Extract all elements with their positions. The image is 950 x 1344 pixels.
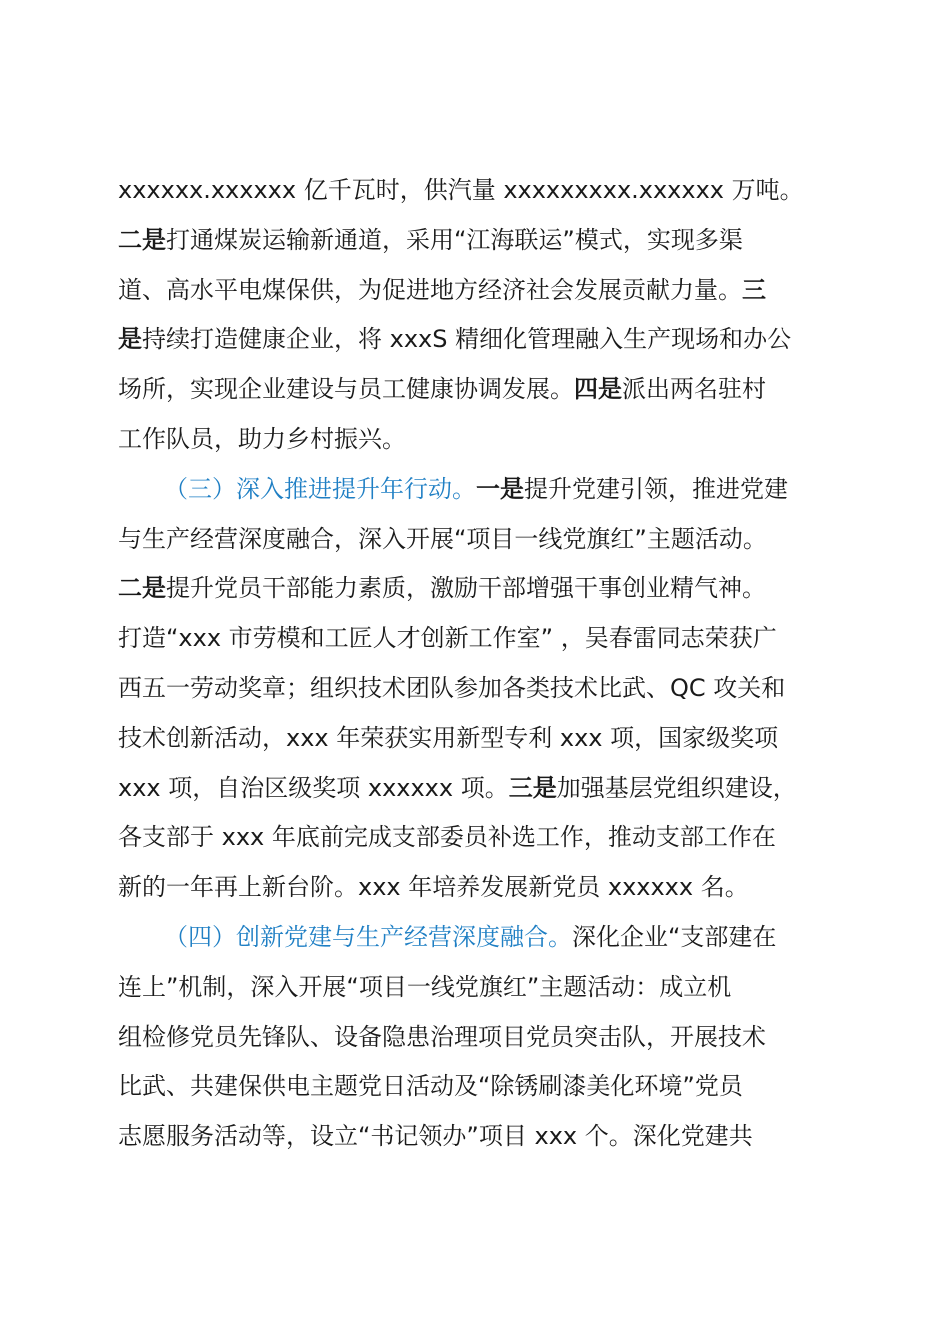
text: 持续打造健康企业，将 xxxS 精细化管理融入生产现场和办公 (142, 325, 792, 354)
text-line (118, 614, 832, 664)
text-line (118, 515, 832, 565)
text-line (118, 1013, 832, 1063)
text-line (118, 664, 832, 714)
text: 提升党员干部能力素质，激励干部增强干事创业精气神。 (166, 574, 766, 603)
bold-marker: 一是 (476, 474, 524, 503)
text: 西五一劳动奖章；组织技术团队参加各类技术比武、QC 攻关和 (118, 673, 786, 702)
text: 加强基层党组织建设， (556, 773, 797, 802)
text-line (118, 1112, 832, 1162)
text-line (118, 266, 832, 316)
document-body (118, 166, 832, 1162)
text-line (118, 315, 832, 365)
section-heading: （四）创新党建与生产经营深度融合。 (164, 922, 572, 951)
text: 连上”机制，深入开展“项目一线党旗红”主题活动：成立机 (118, 972, 732, 1001)
text: xxx 项，自治区级奖项 xxxxxx 项。 (118, 773, 509, 802)
text-line (118, 166, 832, 216)
text: 深化企业“支部建在 (572, 922, 777, 951)
text: 打造“xxx 市劳模和工匠人才创新工作室” ，吴春雷同志荣获广 (118, 624, 777, 653)
text: 新的一年再上新台阶。xxx 年培养发展新党员 xxxxxx 名。 (118, 873, 749, 902)
text: 比武、共建保供电主题党日活动及“除锈刷漆美化环境”党员 (118, 1072, 743, 1101)
text-line (118, 813, 832, 863)
text: 场所，实现企业建设与员工健康协调发展。 (118, 375, 574, 404)
text-line (118, 963, 832, 1013)
text-line (118, 465, 832, 515)
text: 提升党建引领，推进党建 (524, 474, 788, 503)
text-line (118, 863, 832, 913)
text: 工作队员，助力乡村振兴。 (118, 424, 406, 453)
bold-marker: 二是 (118, 225, 166, 254)
text-line (118, 714, 832, 764)
text-line (118, 1062, 832, 1112)
text: 志愿服务活动等，设立“书记领办”项目 xxx 个。深化党建共 (118, 1122, 753, 1151)
text: 各支部于 xxx 年底前完成支部委员补选工作，推动支部工作在 (118, 823, 776, 852)
bold-marker: 二是 (118, 574, 166, 603)
text: 组检修党员先锋队、设备隐患治理项目党员突击队，开展技术 (118, 1022, 766, 1051)
text-line (118, 913, 832, 963)
text-line (118, 415, 832, 465)
bold-marker: 四是 (574, 375, 622, 404)
text-line (118, 564, 832, 614)
text: 与生产经营深度融合，深入开展“项目一线党旗红”主题活动。 (118, 524, 767, 553)
text: 派出两名驻村 (622, 375, 766, 404)
text: xxxxxx.xxxxxx 亿千瓦时，供汽量 xxxxxxxxx.xxxxxx 万吨。 (118, 176, 804, 204)
bold-marker: 是 (118, 325, 142, 354)
text: 技术创新活动，xxx 年荣获实用新型专利 xxx 项，国家级奖项 (118, 723, 779, 752)
bold-marker: 三是 (508, 773, 557, 802)
bold-marker: 三 (742, 275, 766, 304)
text: 打通煤炭运输新通道，采用“江海联运”模式，实现多渠 (166, 225, 743, 254)
text-line (118, 365, 832, 415)
section-heading: （三）深入推进提升年行动。 (164, 474, 476, 503)
text-line (118, 216, 832, 266)
text-line (118, 764, 832, 814)
text: 道、高水平电煤保供，为促进地方经济社会发展贡献力量。 (118, 275, 742, 304)
